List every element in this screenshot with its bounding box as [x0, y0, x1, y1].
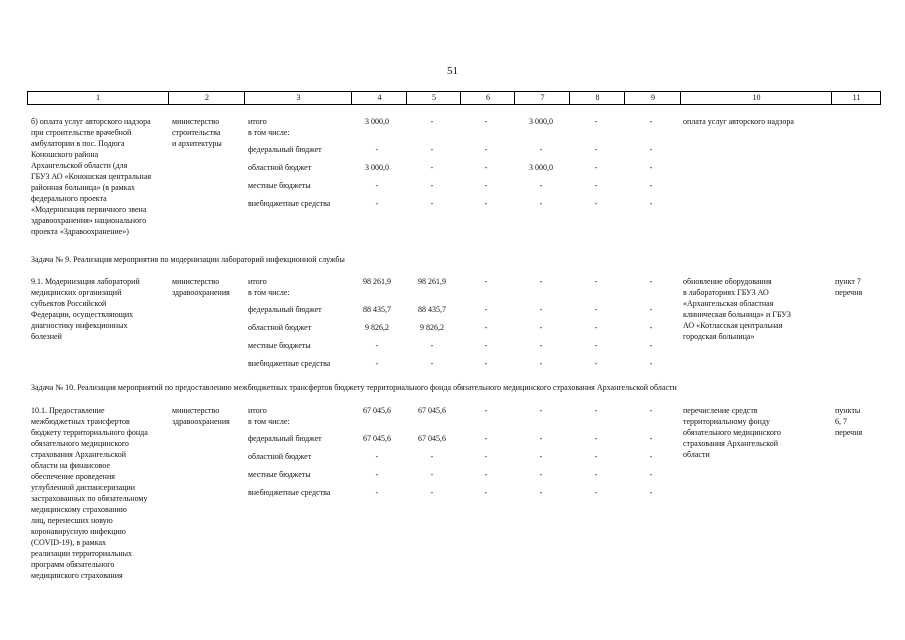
funding-value: - [430, 117, 434, 126]
column-header-5: 5 [406, 92, 461, 104]
funding-value: 9 826,2 [365, 323, 389, 332]
column-header-3: 3 [244, 92, 352, 104]
funding-source-label: федеральный бюджет [248, 305, 322, 314]
funding-value: - [649, 470, 653, 479]
result-line: обновление оборудования [683, 277, 772, 286]
description-line: коронавирусную инфекцию [31, 527, 126, 536]
description-line: области на финансовое [31, 461, 111, 470]
funding-value: 88 435,7 [363, 305, 391, 314]
funding-value: - [649, 305, 653, 314]
column-header-2: 2 [168, 92, 245, 104]
result-line: страхования Архангельской [683, 439, 779, 448]
funding-value: - [375, 181, 379, 190]
column-header-10: 10 [680, 92, 832, 104]
description-line: бюджету территориального фонда [31, 428, 148, 437]
funding-value: - [539, 181, 543, 190]
task-9-heading: Задача № 9. Реализация мероприятия по модернизации лабораторий инфекционной службы [31, 255, 345, 264]
funding-source-label: внебюджетные средства [248, 488, 331, 497]
funding-source-label: областной бюджет [248, 452, 312, 461]
funding-value: - [539, 277, 543, 286]
funding-value: - [375, 488, 379, 497]
funding-source-label: местные бюджеты [248, 341, 311, 350]
funding-value: - [594, 323, 598, 332]
funding-value: - [649, 359, 653, 368]
result-line: территориальному фонду [683, 417, 770, 426]
funding-value: - [375, 341, 379, 350]
funding-value: - [484, 406, 488, 415]
column-number-header [27, 91, 881, 105]
funding-source-label: в том числе: [248, 417, 290, 426]
funding-value: - [649, 452, 653, 461]
funding-value: - [539, 359, 543, 368]
description-line: б) оплата услуг авторского надзора [31, 117, 151, 126]
description-line: медицинских организаций [31, 288, 122, 297]
description-line: 10.1. Предоставление [31, 406, 105, 415]
column-header-6: 6 [460, 92, 515, 104]
responsible-executor-line: здравоохранения [172, 288, 230, 297]
description-line: субъектов Российской [31, 299, 107, 308]
description-line: болезней [31, 332, 62, 341]
funding-value: - [375, 199, 379, 208]
description-line: углубленной диспансеризации [31, 483, 136, 492]
funding-value: - [484, 117, 488, 126]
funding-value: 67 045,6 [418, 434, 446, 443]
funding-source-label: местные бюджеты [248, 470, 311, 479]
column-header-8: 8 [569, 92, 625, 104]
result-line: перечисление средств [683, 406, 758, 415]
task-10-heading: Задача № 10. Реализация мероприятий по предоставлению межбюджетных трансфертов бюджету территориального фонда обязательного медицинского страхования Архангельской области [31, 383, 677, 392]
funding-source-label: итого [248, 117, 267, 126]
funding-value: 3 000,0 [365, 163, 389, 172]
funding-value: - [484, 452, 488, 461]
funding-value: 98 261,9 [363, 277, 391, 286]
funding-value: - [375, 359, 379, 368]
funding-value: - [594, 341, 598, 350]
funding-value: - [430, 145, 434, 154]
funding-source-label: в том числе: [248, 288, 290, 297]
funding-value: - [430, 163, 434, 172]
description-line: федерального проекта [31, 194, 107, 203]
funding-value: - [430, 181, 434, 190]
reference-line: перечня [835, 288, 863, 297]
funding-value: - [594, 117, 598, 126]
reference-line: пункт 7 [835, 277, 861, 286]
funding-value: - [594, 199, 598, 208]
funding-value: - [539, 488, 543, 497]
description-line: межбюджетных трансфертов [31, 417, 130, 426]
responsible-executor-line: министерство [172, 277, 220, 286]
description-line: реализации территориальных [31, 549, 133, 558]
funding-value: - [649, 117, 653, 126]
funding-value: - [430, 341, 434, 350]
responsible-executor-line: здравоохранения [172, 417, 230, 426]
funding-value: - [649, 341, 653, 350]
funding-value: - [430, 488, 434, 497]
funding-value: - [649, 406, 653, 415]
description-line: проекта «Здравоохранение») [31, 227, 129, 236]
funding-value: - [594, 452, 598, 461]
funding-value: - [484, 323, 488, 332]
funding-value: - [649, 277, 653, 286]
responsible-executor-line: и архитектуры [172, 139, 222, 148]
funding-value: 98 261,9 [418, 277, 446, 286]
result-line: городская больница» [683, 332, 755, 341]
funding-value: 3 000,0 [529, 163, 553, 172]
description-line: 9.1. Модернизация лабораторий [31, 277, 140, 286]
result-line: оплата услуг авторского надзора [683, 117, 794, 126]
funding-value: - [430, 452, 434, 461]
funding-value: - [649, 163, 653, 172]
funding-value: - [594, 434, 598, 443]
funding-value: - [594, 305, 598, 314]
funding-value: - [539, 434, 543, 443]
funding-value: - [375, 470, 379, 479]
funding-value: - [594, 163, 598, 172]
funding-value: - [484, 199, 488, 208]
funding-value: 88 435,7 [418, 305, 446, 314]
funding-value: - [649, 199, 653, 208]
funding-value: - [430, 470, 434, 479]
description-line: районная больница» (в рамках [31, 183, 135, 192]
column-header-4: 4 [351, 92, 407, 104]
funding-value: - [539, 341, 543, 350]
funding-value: - [539, 305, 543, 314]
funding-value: - [594, 406, 598, 415]
description-line: медицинскому страхованию [31, 505, 127, 514]
description-line: при строительстве врачебной [31, 128, 132, 137]
reference-line: 6, 7 [835, 417, 847, 426]
responsible-executor-line: министерство [172, 406, 220, 415]
funding-value: - [539, 199, 543, 208]
description-line: страхования Архангельской [31, 450, 127, 459]
description-line: ГБУЗ АО «Коношская центральная [31, 172, 152, 181]
funding-source-label: федеральный бюджет [248, 434, 322, 443]
description-line: амбулатории в пос. Подюга [31, 139, 125, 148]
funding-value: 3 000,0 [365, 117, 389, 126]
funding-value: 9 826,2 [420, 323, 444, 332]
funding-value: - [649, 434, 653, 443]
funding-source-label: итого [248, 406, 267, 415]
funding-value: - [649, 181, 653, 190]
description-line: «Модернизация первичного звена [31, 205, 147, 214]
funding-value: - [484, 145, 488, 154]
funding-value: - [594, 277, 598, 286]
funding-value: - [375, 145, 379, 154]
funding-source-label: итого [248, 277, 267, 286]
reference-line: пункты [835, 406, 861, 415]
column-header-1: 1 [96, 93, 100, 102]
funding-value: - [484, 277, 488, 286]
funding-value: 67 045,6 [418, 406, 446, 415]
reference-line: перечня [835, 428, 863, 437]
funding-value: - [430, 359, 434, 368]
description-line: обеспечение проведения [31, 472, 115, 481]
description-line: здравоохранения» национального [31, 216, 147, 225]
funding-value: - [484, 488, 488, 497]
funding-value: - [484, 163, 488, 172]
page-number: 51 [447, 65, 458, 77]
result-line: в лабораториях ГБУЗ АО [683, 288, 769, 297]
funding-value: - [539, 452, 543, 461]
funding-value: - [594, 145, 598, 154]
funding-value: - [484, 359, 488, 368]
funding-value: 3 000,0 [529, 117, 553, 126]
funding-value: - [594, 359, 598, 368]
column-header-9: 9 [624, 92, 681, 104]
funding-source-label: местные бюджеты [248, 181, 311, 190]
column-header-7: 7 [514, 92, 570, 104]
result-line: клиническая больница» и ГБУЗ [683, 310, 791, 319]
funding-source-label: внебюджетные средства [248, 199, 331, 208]
funding-source-label: областной бюджет [248, 323, 312, 332]
result-line: обязательного медицинского [683, 428, 781, 437]
responsible-executor-line: строительства [172, 128, 221, 137]
funding-value: - [594, 181, 598, 190]
funding-value: - [594, 470, 598, 479]
funding-source-label: федеральный бюджет [248, 145, 322, 154]
funding-source-label: областной бюджет [248, 163, 312, 172]
funding-value: - [484, 434, 488, 443]
description-line: диагностику инфекционных [31, 321, 128, 330]
funding-value: - [649, 488, 653, 497]
description-line: Архангельской области (для [31, 161, 128, 170]
funding-value: 67 045,6 [363, 406, 391, 415]
funding-value: - [484, 341, 488, 350]
column-header-11: 11 [831, 92, 881, 104]
funding-value: - [649, 323, 653, 332]
funding-value: - [484, 305, 488, 314]
funding-value: - [484, 181, 488, 190]
funding-value: - [594, 488, 598, 497]
funding-value: - [539, 323, 543, 332]
funding-value: - [539, 406, 543, 415]
funding-value: - [539, 145, 543, 154]
funding-value: - [430, 199, 434, 208]
funding-value: - [484, 470, 488, 479]
result-line: АО «Котласская центральная [683, 321, 783, 330]
description-line: медицинского страхования [31, 571, 123, 580]
funding-source-label: внебюджетные средства [248, 359, 331, 368]
description-line: Федерации, осуществляющих [31, 310, 134, 319]
description-line: обязательного медицинского [31, 439, 129, 448]
funding-value: 67 045,6 [363, 434, 391, 443]
funding-value: - [539, 470, 543, 479]
funding-source-label: в том числе: [248, 128, 290, 137]
funding-value: - [649, 145, 653, 154]
description-line: (COVID-19), в рамках [31, 538, 107, 547]
description-line: лиц, перенесших новую [31, 516, 113, 525]
result-line: «Архангельская областная [683, 299, 774, 308]
result-line: области [683, 450, 710, 459]
description-line: застрахованных по обязательному [31, 494, 148, 503]
responsible-executor-line: министерство [172, 117, 220, 126]
description-line: Коношского района [31, 150, 99, 159]
funding-value: - [375, 452, 379, 461]
description-line: программ обязательного [31, 560, 115, 569]
